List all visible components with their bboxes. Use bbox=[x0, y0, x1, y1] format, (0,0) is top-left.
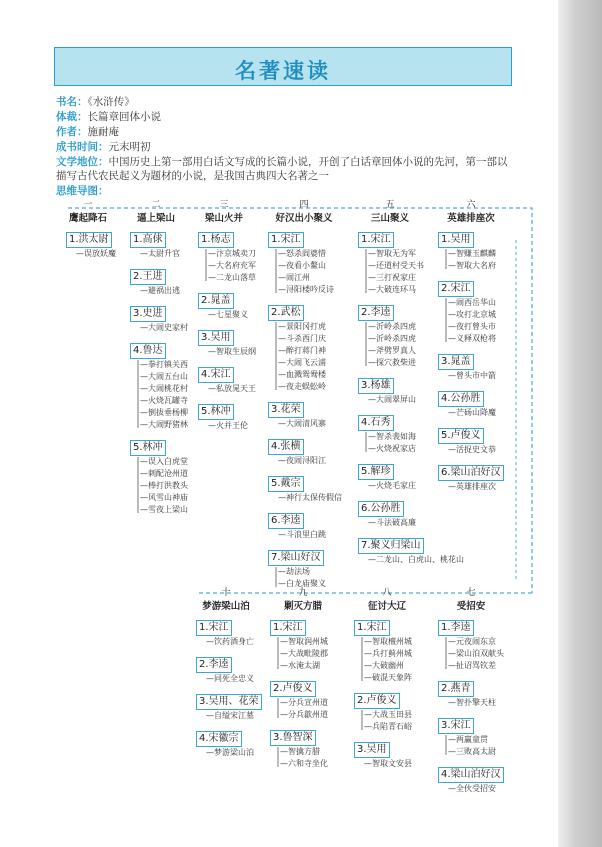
character-box: 2.晁盖 bbox=[198, 293, 234, 309]
character-box: 3.宋江 bbox=[438, 718, 474, 734]
character-box: 1.杨志 bbox=[198, 232, 234, 248]
character-box: 5.戴宗 bbox=[268, 476, 304, 492]
event-item: —芒砀山降魔 bbox=[448, 408, 496, 417]
character-box: 2.卢俊义 bbox=[270, 681, 316, 697]
event-item: —夜看小鳌山 bbox=[278, 261, 326, 270]
event-item: —斗杀西门庆 bbox=[278, 334, 326, 343]
event-item: —闹西岳华山 bbox=[448, 298, 496, 307]
character-box: 3.晁盖 bbox=[438, 354, 474, 370]
character-box: 4.宋徽宗 bbox=[196, 731, 242, 747]
section-title: 剿灭方腊 bbox=[283, 601, 322, 612]
character-box: 3.吴用 bbox=[354, 742, 390, 758]
event-item: —梁山泊双献头 bbox=[448, 649, 504, 658]
event-item: —七星聚义 bbox=[208, 310, 248, 319]
event-item: —大闹翠屏山 bbox=[368, 395, 416, 404]
character-box: 2.李逵 bbox=[358, 305, 394, 321]
character-box: 2.燕青 bbox=[438, 681, 474, 697]
event-item: —大战玉田县 bbox=[364, 710, 412, 719]
event-item: —闹江州 bbox=[278, 273, 310, 282]
event-item: —智取大名府 bbox=[448, 261, 496, 270]
section-number: 九 bbox=[298, 588, 308, 598]
character-box: 5.林冲 bbox=[130, 440, 166, 456]
character-box: 1.洪太尉 bbox=[66, 232, 112, 248]
character-box: 1.宋江 bbox=[196, 620, 232, 636]
event-item: —活捉史文恭 bbox=[448, 445, 496, 454]
character-box: 1.高俅 bbox=[130, 232, 166, 248]
event-item: —同死全忠义 bbox=[206, 674, 254, 683]
event-item: —二龙山、白虎山、桃花山 bbox=[368, 555, 464, 564]
event-item: —自缢宋江墓 bbox=[206, 711, 254, 720]
event-item: —六和寺坐化 bbox=[280, 759, 328, 768]
event-item: —分兵宣州道 bbox=[280, 698, 328, 707]
event-item: —雪夜上梁山 bbox=[140, 505, 188, 514]
event-item: —兵陷青石峪 bbox=[364, 722, 412, 731]
event-item: —怒杀阎婆惜 bbox=[278, 249, 326, 258]
info-time: 成书时间：元末明初 bbox=[56, 141, 151, 153]
event-item: —大闹野猪林 bbox=[140, 420, 188, 429]
character-box: 6.李逵 bbox=[268, 513, 304, 529]
section-number: 七 bbox=[466, 588, 476, 598]
event-item: —智取生辰纲 bbox=[208, 347, 256, 356]
character-box: 2.王进 bbox=[130, 269, 166, 285]
event-item: —两赢童贯 bbox=[448, 735, 488, 744]
page-title: 名著速读 bbox=[235, 59, 331, 83]
character-box: 4.石秀 bbox=[358, 415, 394, 431]
event-item: —智扑擎天柱 bbox=[448, 698, 496, 707]
character-box: 4.张横 bbox=[268, 439, 304, 455]
event-item: —智取檀州城 bbox=[364, 637, 412, 646]
character-box: 3.鲁智深 bbox=[270, 730, 316, 746]
character-box: 5.解珍 bbox=[358, 464, 394, 480]
character-box: 1.李逵 bbox=[438, 620, 474, 636]
event-item: —破混天象阵 bbox=[364, 673, 412, 682]
event-item: —汴京城卖刀 bbox=[208, 249, 256, 258]
event-item: —三打祝家庄 bbox=[368, 273, 416, 282]
info-status: 文学地位：中国历史上第一部用白话文写成的长篇小说，开创了白话章回体小说的先河，第一部以描写古代农民起义为题材的小说，是我国古典四大名著之一 bbox=[56, 156, 508, 182]
character-box: 2.李逵 bbox=[196, 657, 232, 673]
character-box: 1.吴用 bbox=[438, 232, 474, 248]
section-title: 三山聚义 bbox=[370, 213, 409, 224]
section-number: 四 bbox=[299, 200, 309, 210]
character-box: 6.公孙胜 bbox=[358, 501, 404, 517]
section-number: 二 bbox=[151, 200, 161, 210]
event-item: —智取文安县 bbox=[364, 759, 412, 768]
section-title: 受招安 bbox=[456, 601, 486, 612]
section-title: 英雄排座次 bbox=[447, 213, 495, 224]
event-item: —智赚玉麒麟 bbox=[448, 249, 496, 258]
character-box: 2.宋江 bbox=[438, 281, 474, 297]
event-item: —误入白虎堂 bbox=[140, 457, 188, 466]
event-item: —水淹太湖 bbox=[280, 661, 320, 670]
section-title: 梦游梁山泊 bbox=[202, 601, 250, 612]
info-author: 作者：施耐庵 bbox=[56, 126, 119, 138]
character-box: 7.聚义归梁山 bbox=[358, 538, 424, 554]
event-item: —大闹清风寨 bbox=[278, 419, 326, 428]
event-item: —曾头市中箭 bbox=[448, 371, 496, 380]
event-item: —智擒方腊 bbox=[280, 747, 320, 756]
event-item: —二龙山落草 bbox=[208, 273, 256, 282]
event-item: —劫法场 bbox=[278, 567, 310, 576]
event-item: —夜打曾头市 bbox=[448, 322, 496, 331]
event-item: —大破连环马 bbox=[368, 285, 416, 294]
event-item: —斗浪里白跳 bbox=[278, 530, 326, 539]
event-item: —大战毗陵郡 bbox=[280, 649, 328, 658]
event-item: —元夜闹东京 bbox=[448, 637, 496, 646]
info-book-title: 书名：《水浒传》 bbox=[56, 96, 135, 108]
section-number: 三 bbox=[219, 200, 229, 210]
event-item: —斧劈罗真人 bbox=[368, 346, 416, 355]
event-item: —大名府充军 bbox=[208, 261, 256, 270]
event-item: —沂岭杀四虎 bbox=[368, 334, 416, 343]
event-item: —三败高太尉 bbox=[448, 747, 496, 756]
event-item: —拳打镇关西 bbox=[140, 360, 188, 369]
info-mindmap-label: 思维导图： bbox=[56, 185, 109, 197]
character-box: 3.杨雄 bbox=[358, 378, 394, 394]
event-item: —醉打蒋门神 bbox=[278, 346, 326, 355]
event-item: —火烧祝家店 bbox=[368, 444, 416, 453]
section-title: 征讨大辽 bbox=[367, 601, 406, 612]
character-box: 3.吴用 bbox=[198, 330, 234, 346]
event-item: —夜闹浔阳江 bbox=[278, 456, 326, 465]
section-number: 五 bbox=[385, 200, 395, 210]
event-item: —义释双枪将 bbox=[448, 334, 496, 343]
character-box: 1.宋江 bbox=[270, 620, 306, 636]
character-box: 5.林冲 bbox=[198, 404, 234, 420]
event-item: —误放妖魔 bbox=[76, 249, 116, 258]
event-item: —景阳冈打虎 bbox=[278, 322, 326, 331]
event-item: —智取无为军 bbox=[368, 249, 416, 258]
event-item: —白龙庙聚义 bbox=[278, 579, 326, 588]
event-item: —大闹飞云浦 bbox=[278, 358, 326, 367]
character-box: 6.梁山泊好汉 bbox=[438, 465, 504, 481]
event-item: —避祸出逃 bbox=[140, 286, 180, 295]
event-item: —分兵歙州道 bbox=[280, 710, 328, 719]
character-box: 1.宋江 bbox=[268, 232, 304, 248]
section-title: 好汉出小聚义 bbox=[275, 213, 333, 224]
section-number: 六 bbox=[466, 200, 476, 210]
event-item: —全伙受招安 bbox=[448, 784, 496, 793]
event-item: —私放晁天王 bbox=[208, 384, 256, 393]
section-title: 梁山火并 bbox=[204, 213, 243, 224]
section-number: 十 bbox=[221, 588, 231, 598]
event-item: —血溅鸳鸯楼 bbox=[278, 370, 326, 379]
section-number: 一 bbox=[83, 200, 93, 210]
event-item: —火烧毛家庄 bbox=[368, 481, 416, 490]
section-title: 鹰起降石 bbox=[68, 213, 107, 224]
section-title: 逼上梁山 bbox=[136, 213, 175, 224]
event-item: —倒拔垂杨柳 bbox=[140, 408, 188, 417]
character-box: 1.宋江 bbox=[354, 620, 390, 636]
event-item: —棒打洪教头 bbox=[140, 481, 188, 490]
event-item: —英雄排座次 bbox=[448, 482, 496, 491]
event-item: —太尉升官 bbox=[140, 249, 180, 258]
character-box: 3.史进 bbox=[130, 306, 166, 322]
event-item: —梦游梁山泊 bbox=[206, 748, 254, 757]
event-item: —斗法破高廉 bbox=[368, 518, 416, 527]
event-item: —大闹桃花村 bbox=[140, 384, 188, 393]
info-genre: 体裁：长篇章回体小说 bbox=[56, 111, 161, 123]
character-box: 4.公孙胜 bbox=[438, 391, 484, 407]
event-item: —刺配沧州道 bbox=[140, 469, 188, 478]
section-number: 八 bbox=[382, 588, 392, 598]
character-box: 3.吴用、花荣 bbox=[196, 694, 262, 710]
character-box: 1.宋江 bbox=[358, 232, 394, 248]
event-item: —浔阳楼吟反诗 bbox=[278, 285, 334, 294]
character-box: 3.花荣 bbox=[268, 402, 304, 418]
event-item: —大闹五台山 bbox=[140, 372, 188, 381]
event-item: —兵打蓟州城 bbox=[364, 649, 412, 658]
event-item: —大破幽州 bbox=[364, 661, 404, 670]
event-item: —大闹史家村 bbox=[140, 323, 188, 332]
event-item: —夜走蜈蚣岭 bbox=[278, 382, 326, 391]
character-box: 2.卢俊义 bbox=[354, 693, 400, 709]
event-item: —扯诏骂钦差 bbox=[448, 661, 496, 670]
character-box: 4.宋江 bbox=[198, 367, 234, 383]
event-item: —火并王伦 bbox=[208, 421, 248, 430]
character-box: 4.梁山泊好汉 bbox=[438, 767, 504, 783]
event-item: —饮药酒身亡 bbox=[206, 637, 254, 646]
event-item: —智取润州城 bbox=[280, 637, 328, 646]
event-item: —神行太保传假信 bbox=[278, 493, 342, 502]
event-item: —沂岭杀四虎 bbox=[368, 322, 416, 331]
character-box: 5.卢俊义 bbox=[438, 428, 484, 444]
event-item: —火烧瓦罐寺 bbox=[140, 396, 188, 405]
character-box: 2.武松 bbox=[268, 305, 304, 321]
character-box: 7.梁山好汉 bbox=[268, 550, 324, 566]
event-item: —智杀裴如海 bbox=[368, 432, 416, 441]
event-item: —探穴救柴进 bbox=[368, 358, 416, 367]
event-item: —风雪山神庙 bbox=[140, 493, 188, 502]
event-item: —还道村受天书 bbox=[368, 261, 424, 270]
event-item: —攻打北京城 bbox=[448, 310, 496, 319]
character-box: 4.鲁达 bbox=[130, 343, 166, 359]
